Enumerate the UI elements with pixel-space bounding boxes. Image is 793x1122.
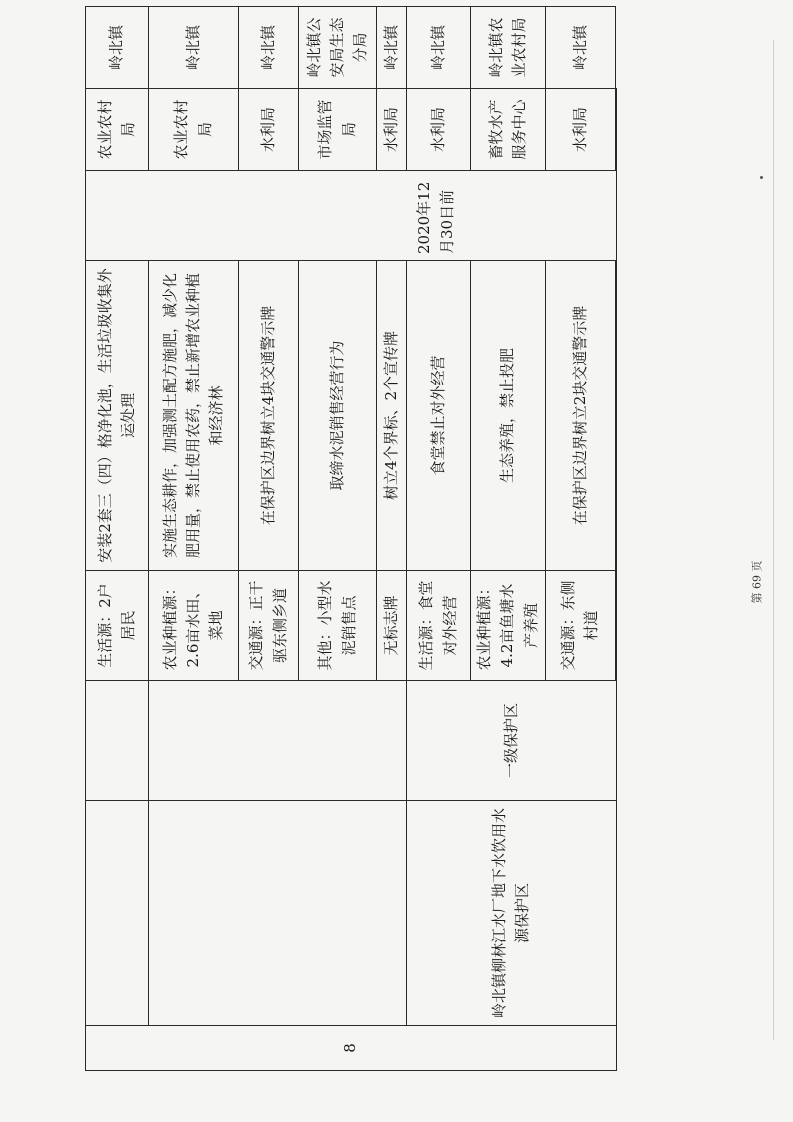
- town-cell: 岭北镇: [545, 7, 615, 89]
- town-cell: 岭北镇: [407, 7, 471, 89]
- deadline-cell: 2020年12月30日前: [407, 171, 617, 261]
- spacer-cell: [86, 681, 149, 801]
- filler-cell: [615, 89, 616, 171]
- agency-cell: 农业农村局: [149, 89, 239, 171]
- agency-cell: 水利局: [545, 89, 615, 171]
- station-name-cell-upper: [149, 801, 407, 1026]
- level-cell-upper: [149, 681, 407, 801]
- measure-cell: 生态养殖，禁止投肥: [471, 261, 546, 571]
- page-number: 第 69 页: [750, 560, 764, 604]
- agency-cell: 水利局: [239, 89, 299, 171]
- measure-cell: 安装2套三（四）格净化池，生活垃圾收集外运处理: [86, 261, 149, 571]
- agency-cell: 农业农村局: [86, 89, 149, 171]
- source-cell: 其他：小型水泥销售点: [299, 571, 377, 681]
- agency-cell: 水利局: [377, 89, 407, 171]
- source-cell: 农业种植源：2.6亩水田、菜地: [149, 571, 239, 681]
- row-number-cell: 8: [86, 1026, 617, 1071]
- measure-cell: 在保护区边界树立4块交通警示牌: [239, 261, 299, 571]
- deadline-cell-upper: [86, 171, 407, 261]
- town-cell: 岭北镇: [239, 7, 299, 89]
- town-cell: 岭北镇农业农村局: [471, 7, 546, 89]
- town-cell: 岭北镇公安局生态分局: [299, 7, 377, 89]
- table-row: [149, 7, 239, 1071]
- measure-cell: 食堂禁止对外经营: [407, 261, 471, 571]
- measure-cell: 树立4个界标、2个宣传牌: [377, 261, 407, 571]
- filler-cell: [615, 571, 616, 681]
- scan-edge-line: [773, 40, 774, 1040]
- source-cell: 无标志牌: [377, 571, 407, 681]
- level-cell: 一级保护区: [407, 681, 617, 801]
- source-cell: 交通源：正干驱东侧乡道: [239, 571, 299, 681]
- scan-dot: [760, 176, 763, 179]
- spacer-cell: [86, 801, 149, 1026]
- source-cell: 农业种植源：4.2亩鱼塘水产养殖: [471, 571, 546, 681]
- table-row: [407, 7, 471, 1071]
- agency-cell: 畜牧水产服务中心: [471, 89, 546, 171]
- filler-cell: [615, 261, 616, 571]
- remediation-table: [85, 6, 617, 1071]
- measure-cell: 取缔水泥销售经营行为: [299, 261, 377, 571]
- source-cell: 生活源：食堂对外经营: [407, 571, 471, 681]
- rotated-table-container: [85, 17, 605, 1071]
- station-name-cell: 岭北镇柳林江水厂地下水饮用水源保护区: [407, 801, 617, 1026]
- measure-cell: 在保护区边界树立2块交通警示牌: [545, 261, 615, 571]
- town-cell: 岭北镇: [149, 7, 239, 89]
- measure-cell: 实施生态耕作，加强测土配方施肥，减少化肥用量，禁止使用农药，禁止新增农业种植和经济林: [149, 261, 239, 571]
- agency-cell: 水利局: [407, 89, 471, 171]
- town-cell: 岭北镇: [377, 7, 407, 89]
- table-row: [86, 7, 149, 1071]
- agency-cell: 市场监管局: [299, 89, 377, 171]
- town-cell: 岭北镇: [86, 7, 149, 89]
- source-cell: 生活源：2户居民: [86, 571, 149, 681]
- source-cell: 交通源：东侧村道: [545, 571, 615, 681]
